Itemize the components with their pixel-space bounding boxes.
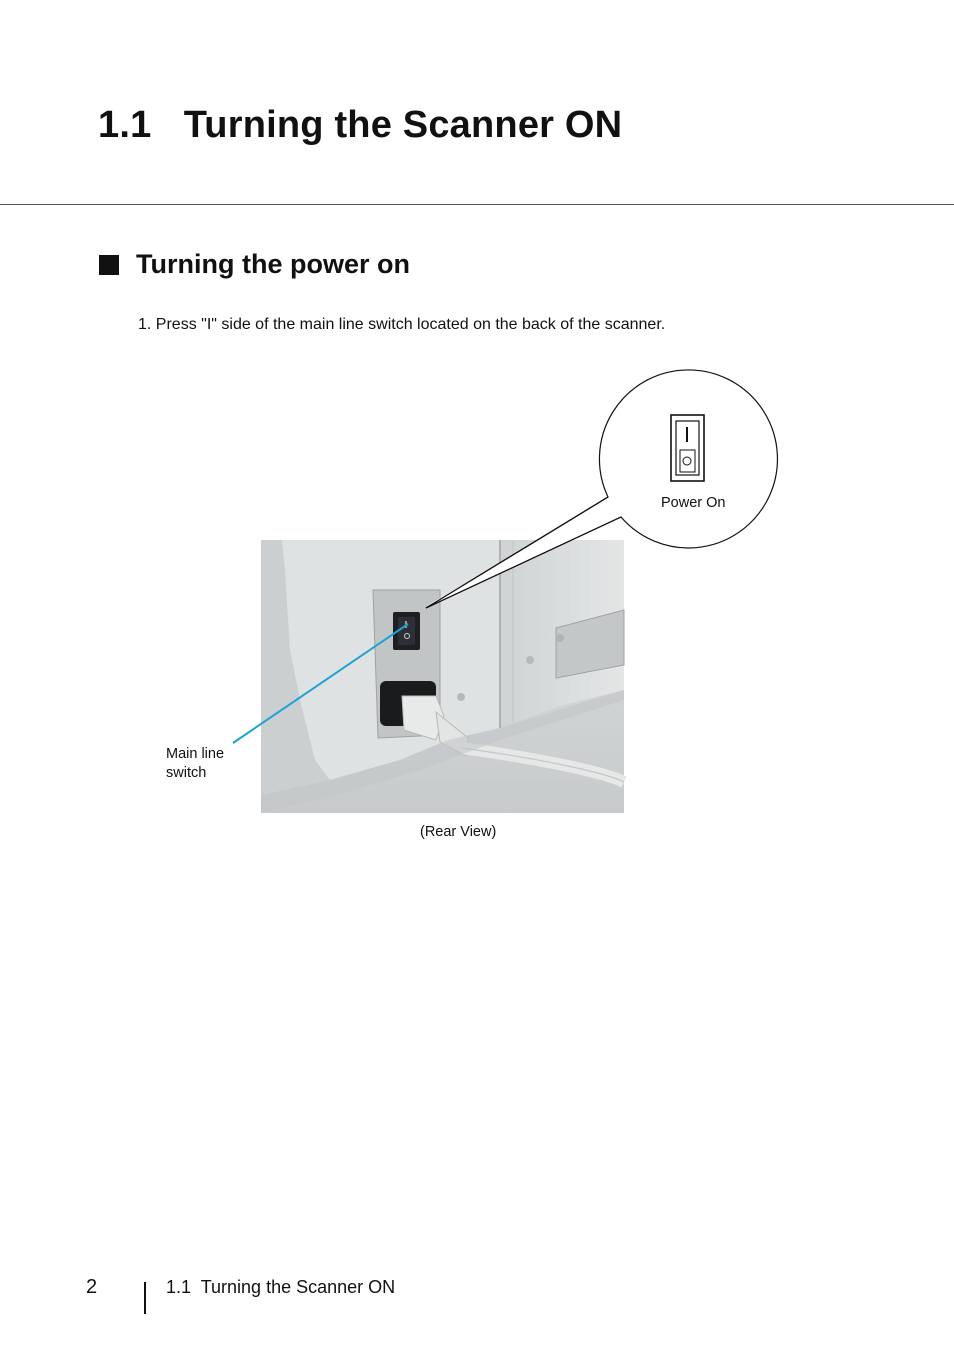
step-1-text: 1. Press "I" side of the main line switch located on the back of the scanner.	[138, 316, 666, 333]
chapter-title: 1.1 Turning the Scanner ON	[98, 104, 623, 146]
page-number: 2	[86, 1276, 98, 1298]
main-line-switch-label-line2: switch	[166, 765, 207, 781]
main-line-switch-label-line1: Main line	[166, 746, 225, 762]
footer-divider	[144, 1282, 146, 1314]
scanner-rear-photo	[261, 540, 624, 813]
rocker-switch-on-icon	[671, 415, 704, 481]
section-heading-text: Turning the power on	[136, 249, 410, 279]
power-on-label: Power On	[661, 495, 726, 511]
running-title: 1.1 Turning the Scanner ON	[166, 1277, 396, 1297]
figure-caption: (Rear View)	[420, 824, 497, 840]
main-line-switch-label	[166, 745, 224, 783]
